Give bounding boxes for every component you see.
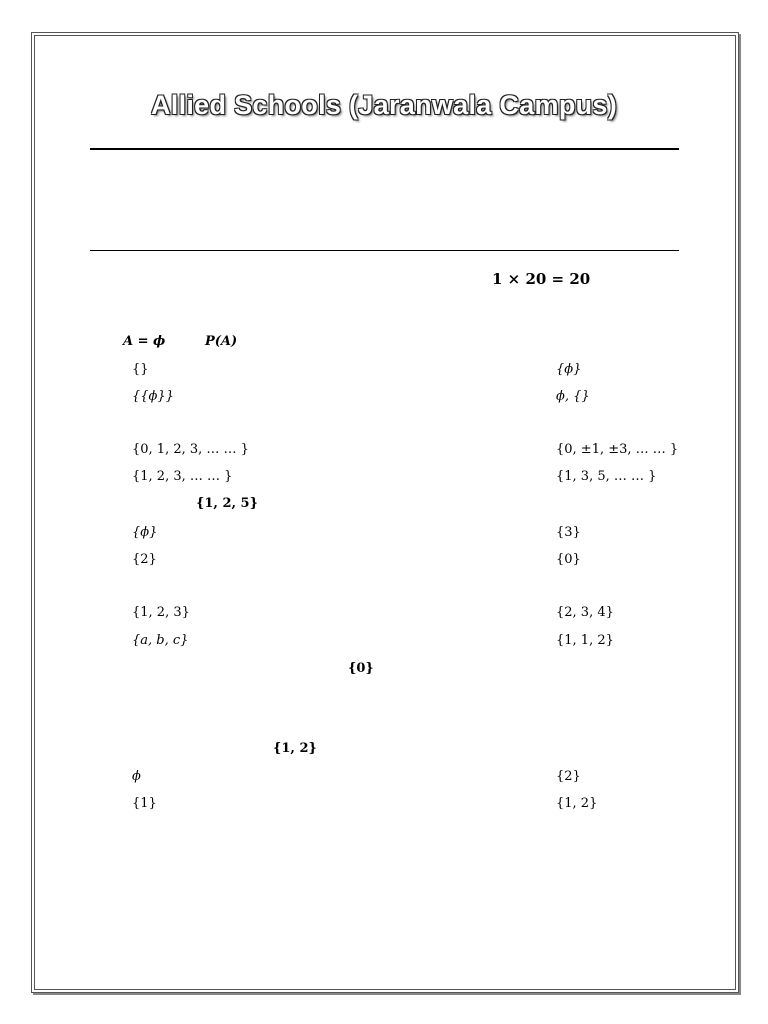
q2-option-a: {0, 1, 2, 3, … … } [132,442,249,457]
q4-option-c: {a, b, c} [132,633,189,648]
q6-set: {1, 2} [273,741,317,756]
q2-option-c: {1, 2, 3, … … } [132,469,233,484]
q1-option-a: {} [132,362,149,377]
q2-option-d: {1, 3, 5, … … } [556,469,657,484]
q3-option-d: {0} [556,552,581,567]
q3-option-c: {2} [132,552,157,567]
q5-set: {0} [348,661,374,676]
q6-option-b: {2} [556,769,581,784]
page-border [31,32,739,993]
q3-option-b: {3} [556,525,581,540]
header-rule-top [90,148,679,150]
q1-given-a: A = ϕ [123,334,166,349]
header-rule-bottom [90,250,679,251]
q2-option-b: {0, ±1, ±3, … … } [556,442,679,457]
q4-option-a: {1, 2, 3} [132,605,190,620]
q4-option-d: {1, 1, 2} [556,633,614,648]
q3-option-a: {ϕ} [132,525,158,540]
q1-option-d: ϕ, {} [556,389,590,404]
q1-option-b: {ϕ} [556,362,582,377]
school-title: Allied Schools (Jaranwala Campus) [150,90,618,120]
q3-set: {1, 2, 5} [196,496,258,511]
q1-option-c: {{ϕ}} [132,389,174,404]
marks-formula: 1 × 20 = 20 [492,270,591,288]
q1-given-p: P(A) [205,334,238,349]
q6-option-a: ϕ [132,769,141,784]
q4-option-b: {2, 3, 4} [556,605,614,620]
q6-option-d: {1, 2} [556,796,598,811]
q6-option-c: {1} [132,796,157,811]
